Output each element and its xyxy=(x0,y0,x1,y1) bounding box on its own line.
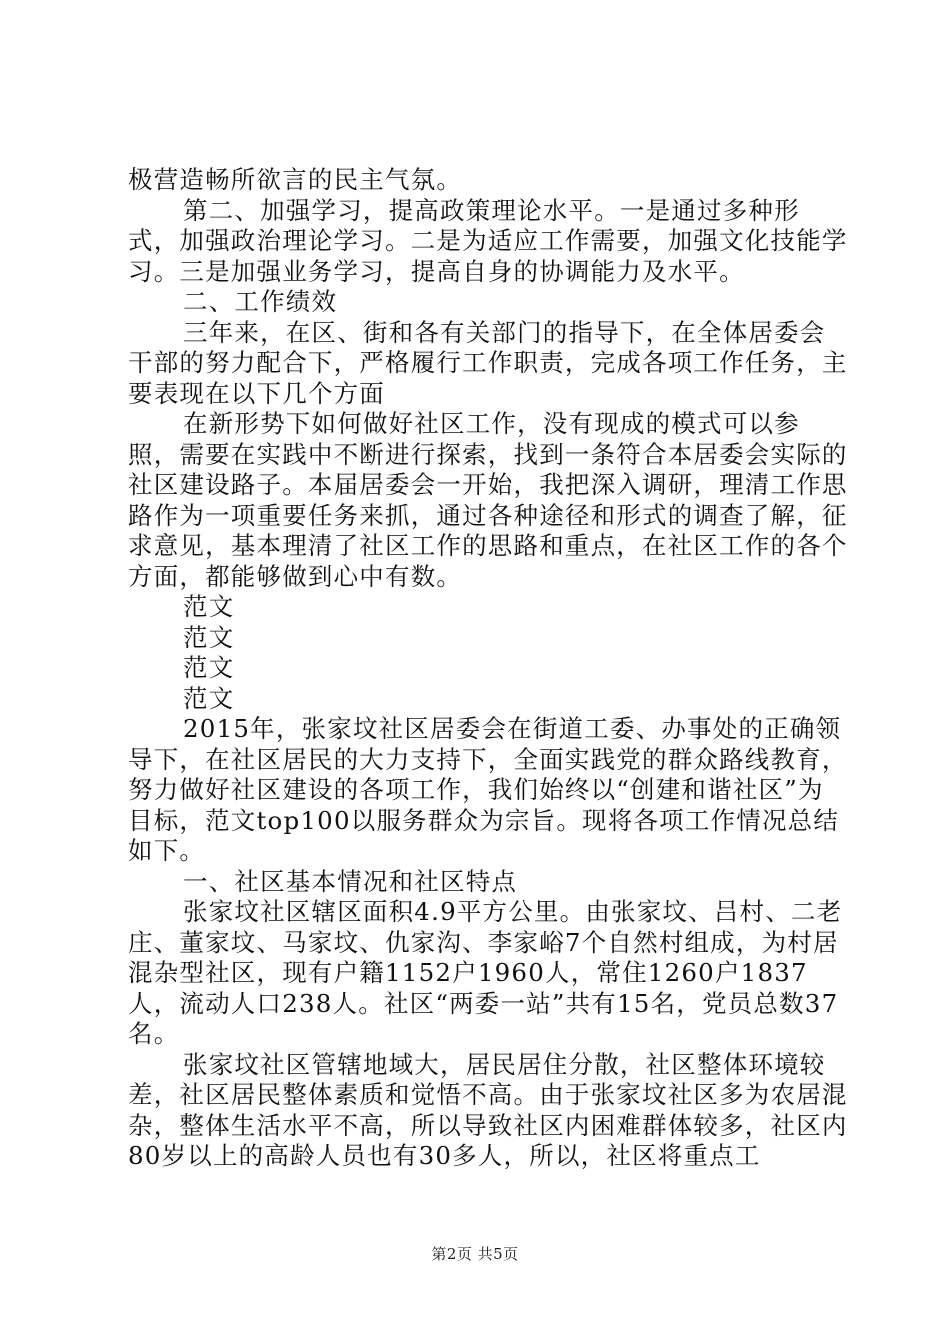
section-heading-community-overview: 一、社区基本情况和社区特点 xyxy=(183,866,518,896)
paragraph-community-features: 张家坟社区管辖地域大，居民居住分散，社区整体环境较差，社区居民整体素质和觉悟不高。由于张家坟社区多为农居混杂，整体生活水平不高，所以导致社区内困难群体较多，社区内80岁以上的高龄人员也有30多人，所以，社区将重点工 xyxy=(128,1049,848,1170)
page-number-label: 第2页 共5页 xyxy=(431,1245,519,1263)
placeholder-line: 范文 xyxy=(183,683,235,713)
paragraph-community-stats: 张家坟社区辖区面积4.9平方公里。由张家坟、吕村、二老庄、董家坟、马家坟、仇家沟、李家峪7个自然村组成，为村居混杂型社区，现有户籍1152户1960人，常住1260户1837人，流动人口238人。社区“两委一站”共有15名，党员总数37名。 xyxy=(128,897,843,1048)
paragraph-2015-summary: 2015年，张家坟社区居委会在街道工委、办事处的正确领导下，在社区居民的大力支持下，全面实践党的群众路线教育，努力做好社区建设的各项工作，我们始终以“创建和谐社区”为目标，范文top100以服务群众为宗旨。现将各项工作情况总结如下。 xyxy=(128,714,848,865)
paragraph-second-point: 第二、加强学习，提高政策理论水平。一是通过多种形式，加强政治理论学习。二是为适应工作需要，加强文化技能学习。三是加强业务学习，提高自身的协调能力及水平。 xyxy=(128,195,848,286)
placeholder-line: 范文 xyxy=(183,622,235,652)
paragraph-three-years: 三年来，在区、街和各有关部门的指导下，在全体居委会干部的努力配合下，严格履行工作职责，完成各项工作任务，主要表现在以下几个方面 xyxy=(128,317,848,408)
paragraph-new-situation: 在新形势下如何做好社区工作，没有现成的模式可以参照，需要在实践中不断进行探索，找到一条符合本居委会实际的社区建设路子。本届居委会一开始，我把深入调研，理清工作思路作为一项重要任务来抓，通过各种途径和形式的调查了解，征求意见，基本理清了社区工作的思路和重点，在社区工作的各个方面，都能够做到心中有数。 xyxy=(128,409,848,591)
placeholder-line: 范文 xyxy=(183,592,235,621)
document-body xyxy=(128,165,848,1172)
paragraph-continuation: 极营造畅所欲言的民主气氛。 xyxy=(128,165,463,194)
placeholder-line: 范文 xyxy=(183,653,235,682)
page-footer xyxy=(0,1244,950,1264)
section-heading-work-performance: 二、工作绩效 xyxy=(183,287,338,316)
